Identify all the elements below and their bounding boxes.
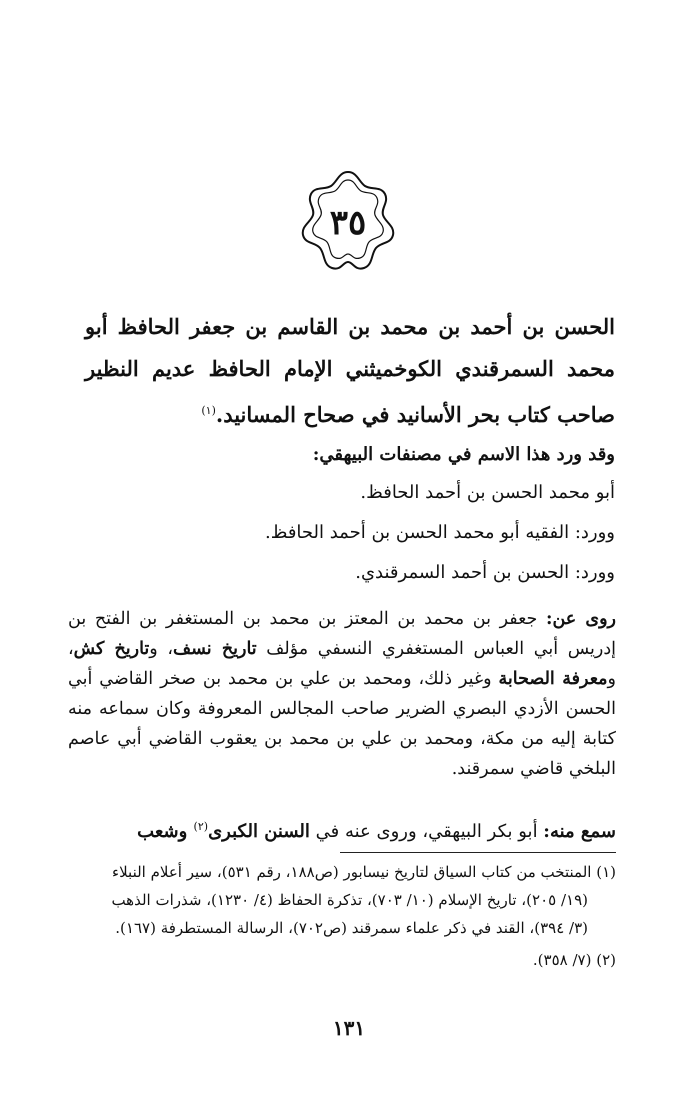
footnote-1-mark: (١): [596, 863, 616, 881]
heard-from-text-1: أبو بكر البيهقي، وروى عنه في: [309, 821, 544, 842]
book-title-marifat-al-sahaba: معرفة الصحابة: [498, 669, 608, 689]
footnote-1-line-3: (٣/ ٣٩٤)، القند في ذكر علماء سمرقند (ص٧٠٢)، الرسالة المستطرفة (١٦٧).: [115, 919, 588, 937]
narrated-from-text-2: وغير ذلك، ومحمد بن علي بن محمد بن صخر القاضي أبي الحسن الأزدي البصري الضرير صاحب المجالس المعروفة وكان سماعه منه كتابة إليه من مكة، ومحمد بن علي بن محمد بن يعقوب القاضي أبي عاصم البلخي قاضي سمرقند.: [68, 669, 616, 779]
footnote-ref-2: (٢): [193, 820, 209, 833]
heard-from-label: سمع منه:: [543, 821, 616, 842]
separator-1: ، و: [149, 639, 174, 659]
footnote-1-line-1: [68, 858, 616, 886]
book-title-tarikh-nasaf: تاريخ نسف: [173, 639, 257, 659]
footnote-divider: [340, 852, 616, 853]
footnote-2: [68, 946, 616, 974]
separator-2: ، و: [68, 639, 616, 689]
name-variants: [85, 440, 615, 588]
heard-from-text-2: وشعب: [137, 821, 194, 842]
page-number: ١٣١: [332, 1016, 366, 1040]
footnotes: [68, 858, 616, 974]
footnote-ref-1: (١): [201, 404, 216, 417]
footnote-2-text: (٧/ ٣٥٨).: [532, 951, 592, 969]
entry-heading-text: الحسن بن أحمد بن محمد بن القاسم بن جعفر الحافظ أبو محمد السمرقندي الكوخميثني الإمام الحافظ عديم النظير صاحب كتاب بحر الأسانيد في صحاح المسانيد.: [85, 314, 615, 427]
name-variants-intro: وقد ورد هذا الاسم في مصنفات البيهقي:: [312, 444, 615, 465]
name-variant-1: أبو محمد الحسن بن أحمد الحافظ.: [360, 482, 615, 503]
name-variant-3: وورد: الحسن بن أحمد السمرقندي.: [355, 562, 615, 583]
name-variant-2: وورد: الفقيه أبو محمد الحسن بن أحمد الحافظ.: [265, 522, 615, 543]
footnote-2-mark: (٢): [596, 951, 616, 969]
entry-number-ornament: [293, 168, 403, 278]
narrated-from-text-1: جعفر بن محمد بن المعتز بن محمد بن المستغفر بن الفتح بن إدريس أبي العباس المستغفري النسفي مؤلف: [68, 609, 616, 659]
book-title-tarikh-kash: تاريخ كش: [73, 639, 150, 659]
narrated-from-label: روى عن:: [546, 609, 616, 629]
narrated-from-paragraph: [68, 604, 616, 784]
heard-from-paragraph: [68, 812, 616, 847]
entry-number: ٣٥: [329, 203, 367, 243]
footnote-1-text-1: المنتخب من كتاب السياق لتاريخ نيسابور (ص١٨٨، رقم ٥٣١)، سير أعلام النبلاء: [112, 863, 592, 881]
book-title-sunan-kubra: السنن الكبرى: [208, 821, 310, 842]
footnote-1-line-2: (١٩/ ٢٠٥)، تاريخ الإسلام (١٠/ ٧٠٣)، تذكرة الحفاظ (٤/ ١٢٣٠)، شذرات الذهب: [111, 891, 588, 909]
entry-heading: [85, 306, 615, 436]
